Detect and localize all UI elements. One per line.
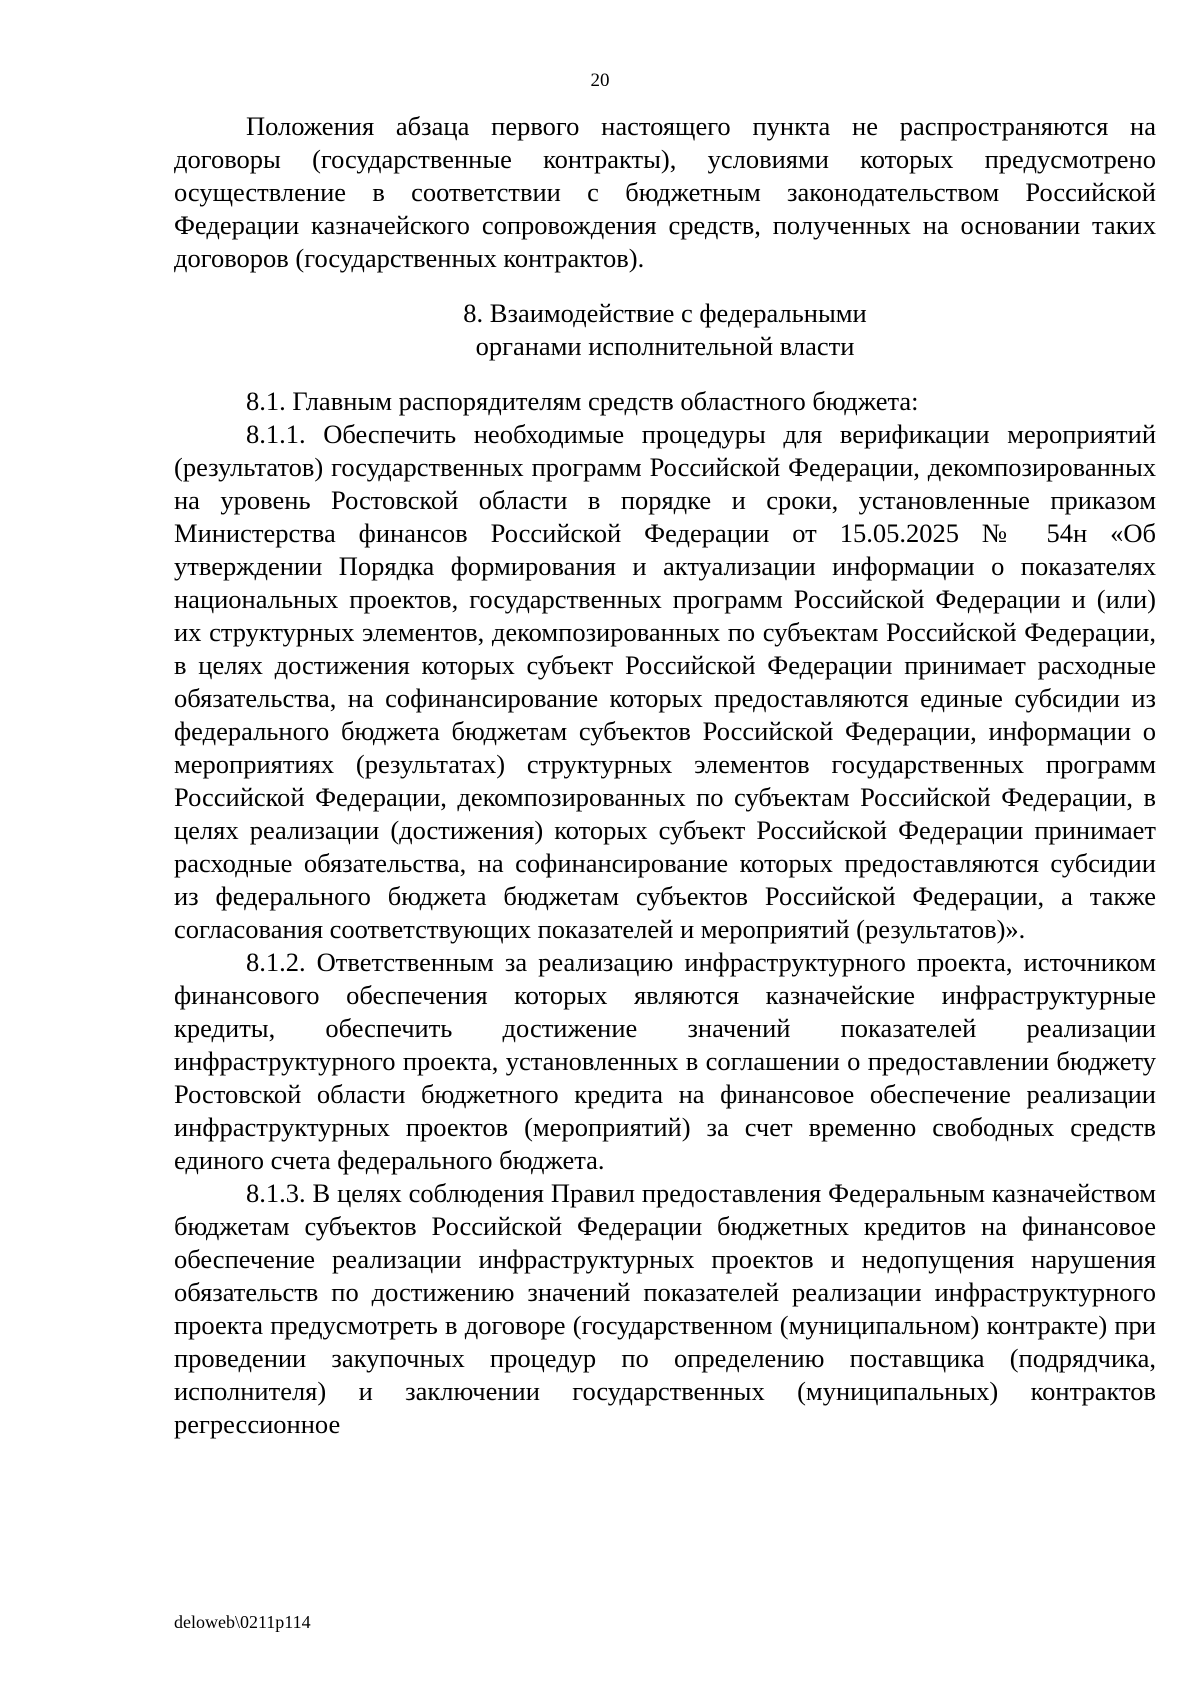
section-heading-line-2: органами исполнительной власти	[475, 331, 855, 361]
page-number: 20	[590, 70, 610, 91]
section-heading	[174, 297, 1156, 363]
paragraph-8-1-3: 8.1.3. В целях соблюдения Правил предоставления Федеральным казначейством бюджетам субъектов Российской Федерации бюджетных кредитов на финансовое обеспечение реализации инфраструктурных проектов и недопущения нарушения обязательств по достижению значений показателей реализации инфраструктурного проекта предусмотреть в договоре (государственном (муниципальном) контракте) при проведении закупочных процедур по определению поставщика (подрядчика, исполнителя) и заключении государственных (муниципальных) контрактов регрессионное	[174, 1178, 1156, 1439]
paragraph-intro: Положения абзаца первого настоящего пункта не распространяются на договоры (государственные контракты), условиями которых предусмотрено осуществление в соответствии с бюджетным законодательством Российской Федерации казначейского сопровождения средств, полученных на основании таких договоров (государственных контрактов).	[174, 111, 1156, 273]
paragraph-8-1: 8.1. Главным распорядителям средств областного бюджета:	[246, 386, 919, 416]
document-footer-code: deloweb\0211p114	[174, 1612, 311, 1632]
paragraph-8-1-2: 8.1.2. Ответственным за реализацию инфраструктурного проекта, источником финансового обеспечения которых являются казначейские инфраструктурные кредиты, обеспечить достижение значений показателей реализации инфраструктурного проекта, установленных в соглашении о предоставлении бюджету Ростовской области бюджетного кредита на финансовое обеспечение реализации инфраструктурных проектов (мероприятий) за счет временно свободных средств единого счета федерального бюджета.	[174, 947, 1156, 1175]
document-body	[174, 110, 1156, 1441]
section-heading-line-1: 8. Взаимодействие с федеральными	[463, 298, 867, 328]
paragraph-8-1-1: 8.1.1. Обеспечить необходимые процедуры для верификации мероприятий (результатов) государственных программ Российской Федерации, декомпозированных на уровень Ростовской области в порядке и сроки, установленные приказом Министерства финансов Российской Федерации от 15.05.2025 № 54н «Об утверждении Порядка формирования и актуализации информации о показателях национальных проектов, государственных программ Российской Федерации и (или) их структурных элементов, декомпозированных по субъектам Российской Федерации, в целях достижения которых субъект Российской Федерации принимает расходные обязательства, на софинансирование которых предоставляются единые субсидии из федерального бюджета бюджетам субъектов Российской Федерации, информации о мероприятиях (результатах) структурных элементов государственных программ Российской Федерации, декомпозированных по субъектам Российской Федерации, в целях реализации (достижения) которых субъект Российской Федерации принимает расходные обязательства, на софинансирование которых предоставляются субсидии из федерального бюджета бюджетам субъектов Российской Федерации, а также согласования соответствующих показателей и мероприятий (результатов)».	[174, 419, 1156, 944]
